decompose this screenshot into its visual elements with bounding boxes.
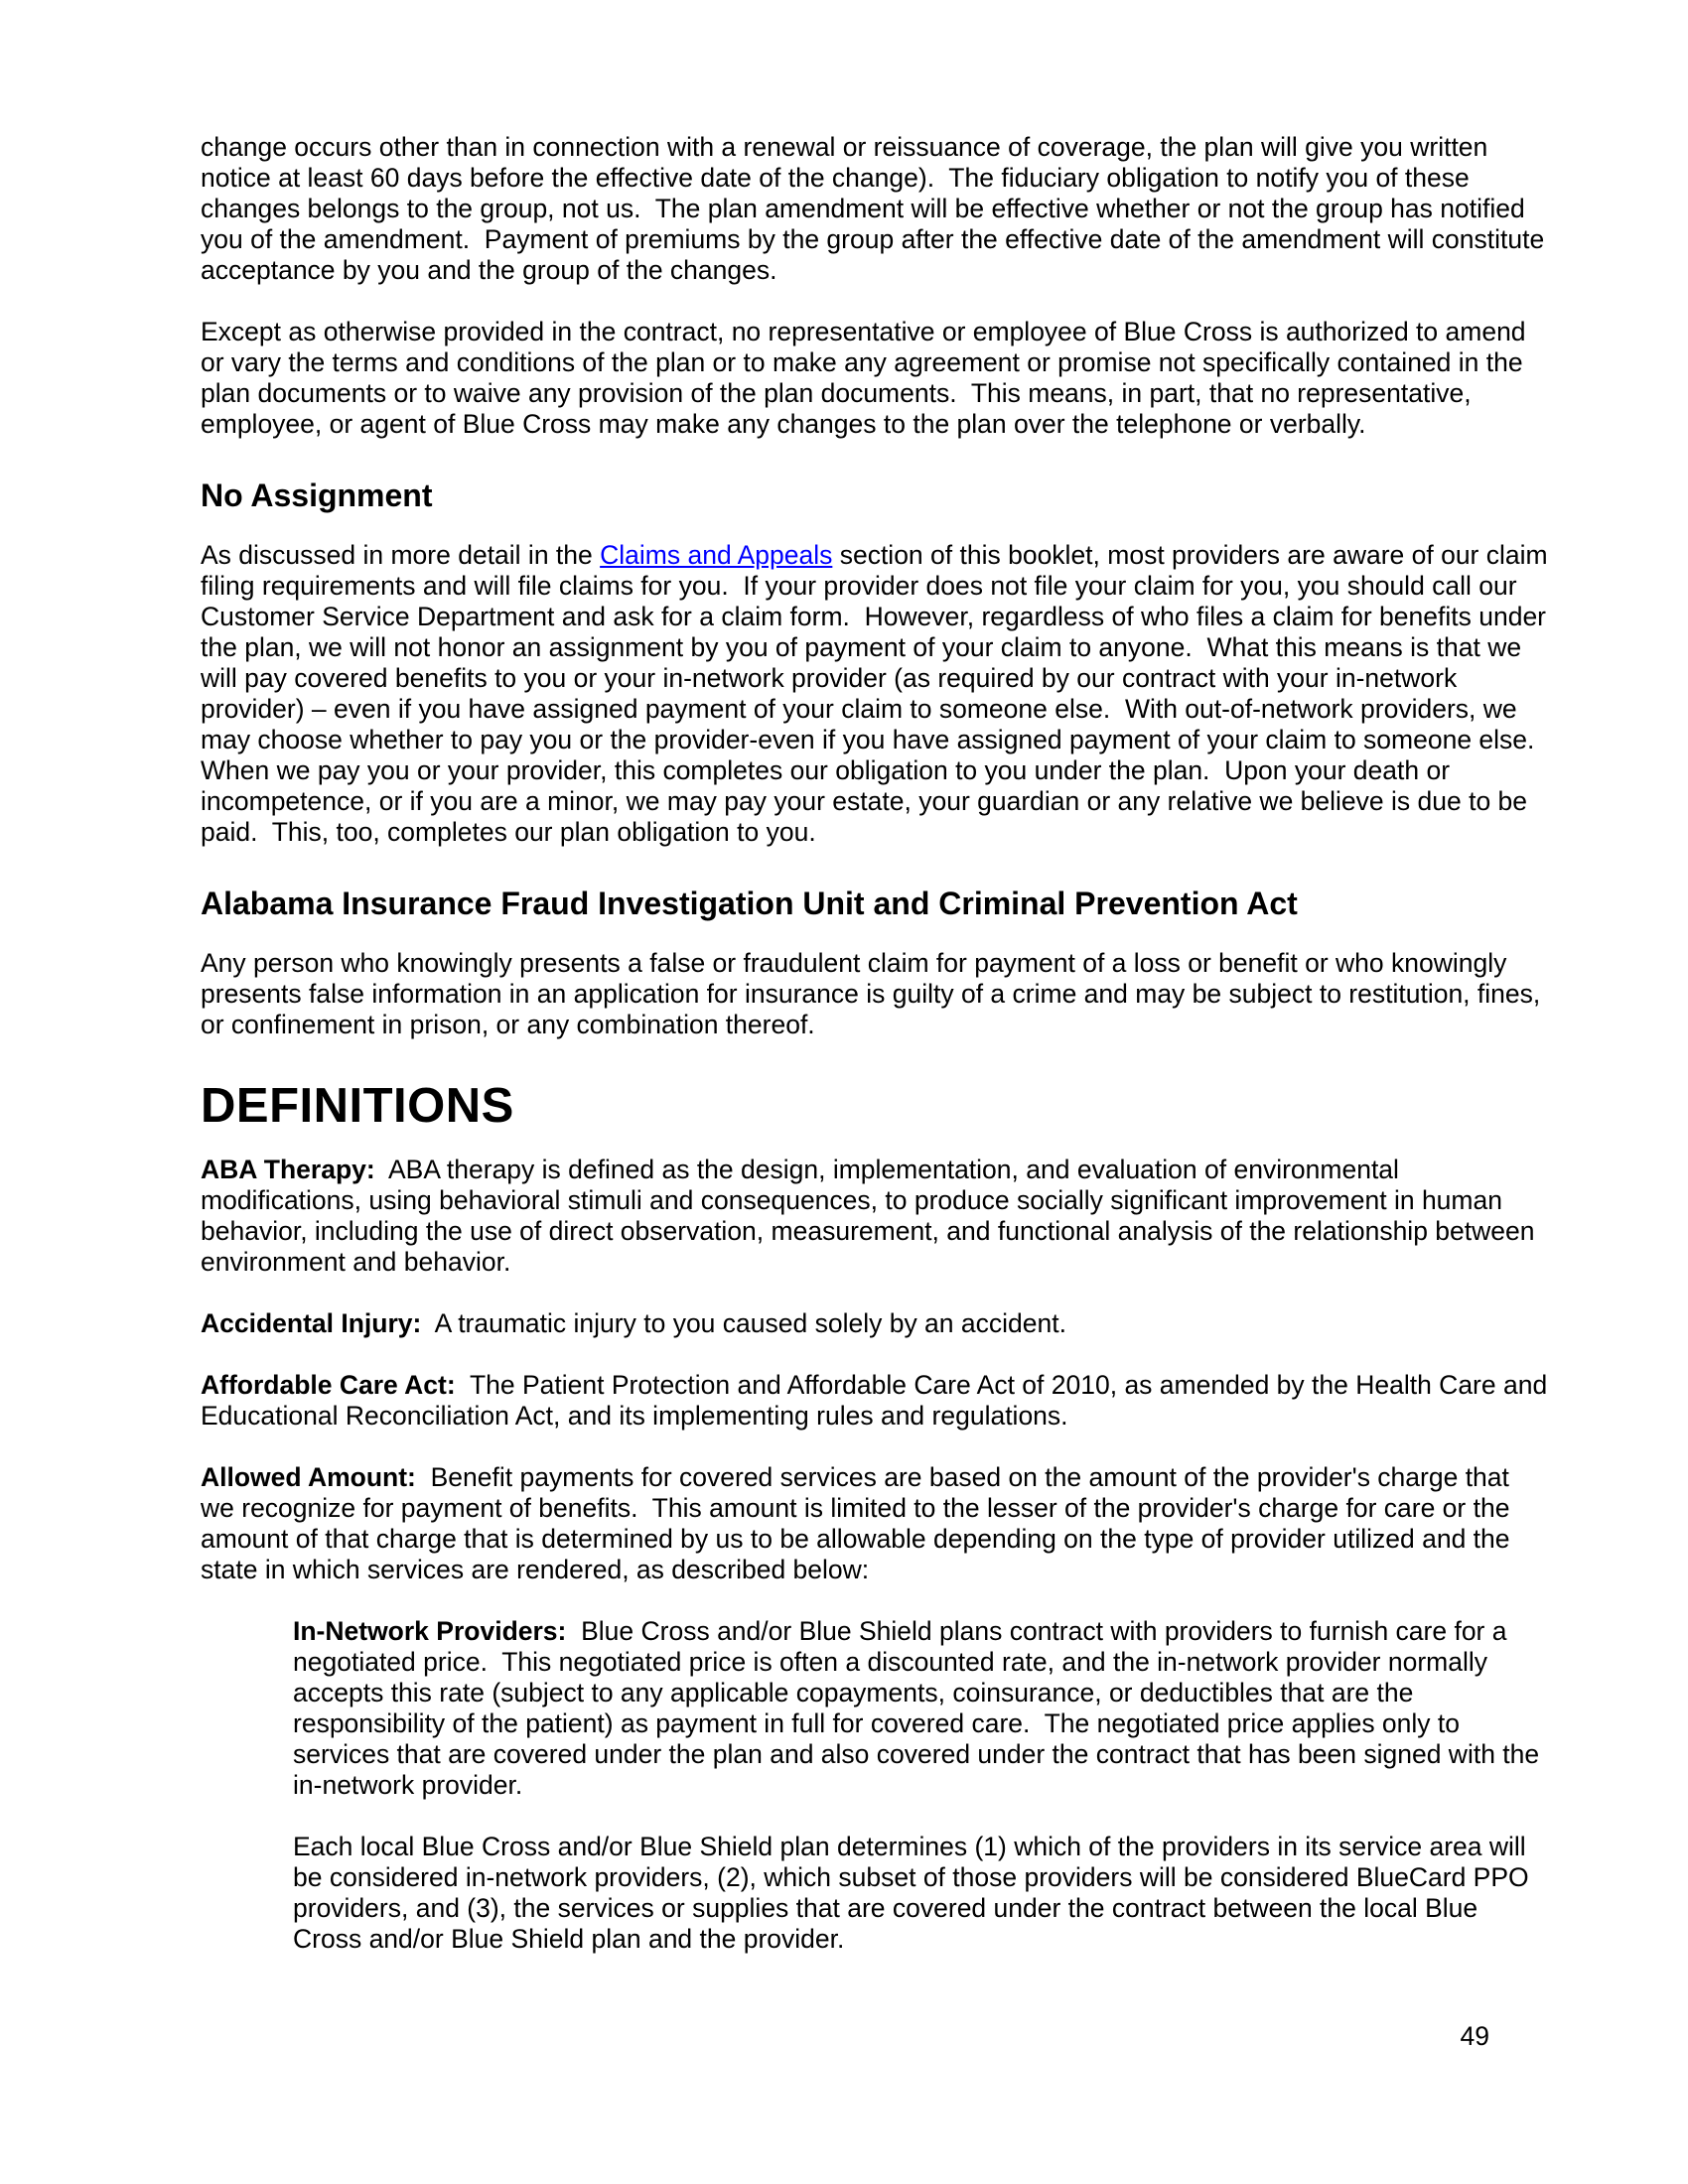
definition-text-affordable-care-act: The Patient Protection and Affordable Care Act of 2010, as amended by the Health Care and Educational Reconciliation Act, and its implementing rules and regulations. [201,1370,1555,1431]
definition-affordable-care-act [201,1370,1555,1432]
definition-term-aba-therapy: ABA Therapy: [201,1155,375,1184]
paragraph-no-verbal-changes: Except as otherwise provided in the contract, no representative or employee of Blue Cross is authorized to amend or vary the terms and conditions of the plan or to make any agreement or promise not specifically contained in the plan documents or to waive any provision of the plan documents. This means, in part, that no representative, employee, or agent of Blue Cross may make any changes to the plan over the telephone or verbally. [201,317,1533,439]
definition-accidental-injury [201,1308,1549,1339]
claims-and-appeals-link[interactable]: Claims and Appeals [600,540,833,570]
definition-in-network-providers [293,1616,1549,1801]
paragraph-no-assignment [201,540,1555,848]
definition-term-accidental-injury: Accidental Injury: [201,1308,422,1338]
definition-text-allowed-amount: Benefit payments for covered services are based on the amount of the provider's charge that we recognize for payment of benefits. This amount is limited to the lesser of the provider's charge for care or the amount of that charge that is determined by us to be allowable depending on the type of provider utilized and the state in which services are rendered, as described below: [201,1462,1517,1584]
definition-term-affordable-care-act: Affordable Care Act: [201,1370,456,1400]
definition-text-in-network-providers: Blue Cross and/or Blue Shield plans contract with providers to furnish care for a negotiated price. This negotiated price is often a discounted rate, and the in-network provider normally accepts this rate (subject to any applicable copayments, coinsurance, or deductibles that are the responsibility of the patient) as payment in full for covered care. The negotiated price applies only to services that are covered under the plan and also covered under the contract that has been signed with the in-network provider. [293,1616,1547,1800]
definition-text-aba-therapy: ABA therapy is defined as the design, implementation, and evaluation of environmental modifications, using behavioral stimuli and consequences, to produce socially significant improvement in human behavior, including the use of direct observation, measurement, and functional analysis of the relationship between environment and behavior. [201,1155,1542,1277]
definition-term-in-network-providers: In-Network Providers: [293,1616,567,1646]
paragraph-local-plan-determines: Each local Blue Cross and/or Blue Shield plan determines (1) which of the providers in its service area will be considered in-network providers, (2), which subset of those providers will be considered BlueCard PPO providers, and (3), the services or supplies that are covered under the contract between the local Blue Cross and/or Blue Shield plan and the provider. [293,1832,1537,1954]
definition-text-accidental-injury: A traumatic injury to you caused solely by an accident. [421,1308,1066,1338]
no-assignment-text-before-link: As discussed in more detail in the [201,540,601,570]
paragraph-amendment-notice: change occurs other than in connection with a renewal or reissuance of coverage, the plan will give you written notice at least 60 days before the effective date of the change). The fiduciary obligation to notify you of these changes belongs to the group, not us. The plan amendment will be effective whether or not the group has notified you of the amendment. Payment of premiums by the group after the effective date of the amendment will constitute acceptance by you and the group of the changes. [201,132,1552,285]
no-assignment-text-after-link: section of this booklet, most providers are aware of our claim filing requirements and will file claims for you. If your provider does not file your claim for you, you should call our Customer Service Department and ask for a claim form. However, regardless of who files a claim for benefits under the plan, we will not honor an assignment by you of payment of your claim to anyone. What this means is that we will pay covered benefits to you or your in-network provider (as required by our contract with your in-network provider) – even if you have assigned payment of your claim to someone else. With out-of-network providers, we may choose whether to pay you or the provider-even if you have assigned payment of your claim to someone else. When we pay you or your provider, this completes our obligation to you under the plan. Upon your death or incompetence, or if you are a minor, we may pay your estate, your guardian or any relative we believe is due to be paid. This, too, completes our plan obligation to you. [201,540,1555,847]
heading-definitions: DEFINITIONS [201,1079,514,1133]
definition-term-allowed-amount: Allowed Amount: [201,1462,416,1492]
page-number: 49 [1460,2021,1489,2051]
definition-allowed-amount [201,1462,1549,1585]
definition-aba-therapy [201,1155,1549,1278]
heading-no-assignment: No Assignment [201,478,433,513]
paragraph-fraud-act: Any person who knowingly presents a false or fraudulent claim for payment of a loss or benefit or who knowingly presents false information in an application for insurance is guilty of a crime and may be subject to restitution, fines, or confinement in prison, or any combination thereof. [201,948,1548,1039]
heading-fraud-act: Alabama Insurance Fraud Investigation Unit and Criminal Prevention Act [201,886,1298,921]
